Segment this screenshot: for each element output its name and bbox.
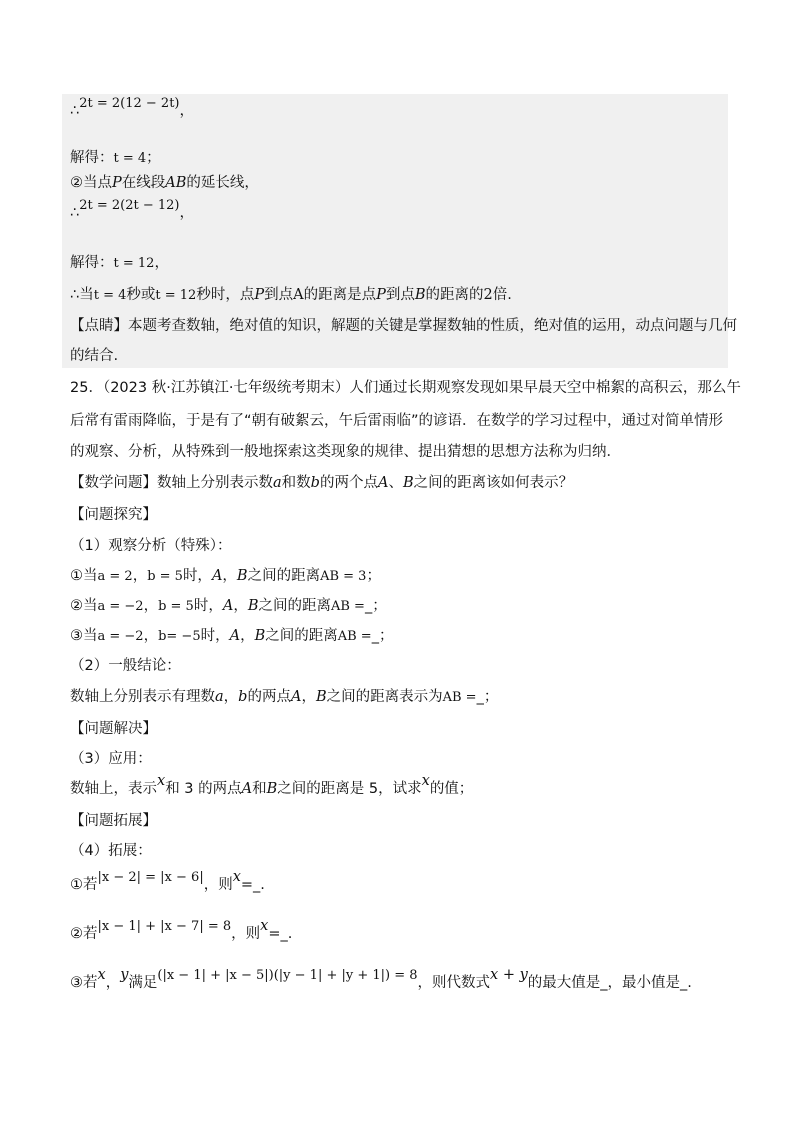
punct: 、 — [388, 475, 403, 491]
application — [70, 773, 474, 800]
text: 的距离的 — [425, 287, 484, 303]
punct: ， — [240, 628, 255, 644]
solution-line-5 — [70, 252, 169, 275]
equation: t = 4 — [93, 288, 127, 303]
var: B — [247, 598, 259, 614]
equation: a = −2 — [97, 599, 144, 614]
var: B — [254, 628, 266, 644]
solution-line-3 — [70, 172, 259, 194]
text: 数轴上分别表示有理数 — [70, 689, 215, 705]
text: 解得： — [70, 150, 114, 166]
equation: x + y — [490, 967, 528, 983]
equation: 2t = 2(2t − 12) — [79, 198, 180, 213]
var: A — [290, 689, 302, 705]
equation: t = 12 — [113, 256, 155, 271]
therefore-symbol: ∴ — [70, 205, 80, 221]
text: 数轴上，表示 — [70, 781, 157, 797]
var: A — [222, 598, 234, 614]
text: ②当点 — [70, 175, 112, 191]
text: 在线段 — [121, 175, 166, 191]
punct: ， — [179, 103, 194, 119]
section-solve: 【问题解决】 — [70, 721, 157, 737]
solution-comment: 【点睛】本题考查数轴，绝对值的知识，解题的关键是掌握数轴的性质，绝对值的运用，动点问题与几何 — [70, 318, 737, 334]
var: B — [402, 475, 414, 491]
text: 时， — [193, 598, 223, 614]
text: ，则 — [203, 877, 233, 893]
text: 到点 — [385, 287, 415, 303]
equation: AB = — [442, 690, 477, 705]
sub-question-4: （4）拓展： — [70, 843, 152, 859]
var: P — [254, 287, 265, 303]
solution-line-2 — [70, 147, 161, 170]
var: A — [293, 287, 304, 303]
punct: ， — [233, 598, 248, 614]
blank: _； — [364, 598, 387, 614]
text: ③若 — [70, 975, 98, 991]
text: 之间的距离该如何表示？ — [413, 475, 574, 491]
text: ①若 — [70, 877, 98, 893]
text: 的延长线， — [186, 175, 259, 191]
text: 之间的距离 — [265, 628, 338, 644]
math-question — [70, 472, 573, 494]
var: x — [260, 918, 269, 934]
sub-question-2: （2）一般结论： — [70, 658, 181, 674]
punct: ， — [223, 689, 239, 705]
equation: (|x − 1| + |x − 5|)(|y − 1| + |y + 1|) = 8 — [157, 968, 418, 983]
text: ②若 — [70, 926, 98, 942]
sub-question-1: （1）观察分析（特殊）： — [70, 538, 232, 554]
var: a — [273, 475, 282, 491]
text: 秒或 — [126, 287, 156, 303]
text: ，则 — [231, 926, 261, 942]
general-conclusion — [70, 686, 498, 709]
text: 和 3 的两点 — [165, 781, 242, 797]
var: AB — [165, 175, 187, 191]
var: B — [266, 781, 278, 797]
punct: ； — [366, 568, 381, 584]
text: 时， — [200, 628, 230, 644]
punct: ， — [301, 689, 316, 705]
problem-intro-1: 25．（2023 秋·江苏镇江·七年级统考期末）人们通过长期观察发现如果早晨天空中棉絮的高积云，那么午 — [70, 380, 741, 396]
var: B — [414, 287, 426, 303]
var: x — [157, 773, 166, 789]
var: b — [310, 475, 320, 491]
equation: 2t = 2(12 − 2t) — [79, 96, 180, 111]
equation: a = 2 — [97, 569, 133, 584]
equation: AB = — [337, 629, 372, 644]
equation: b = 5 — [147, 569, 183, 584]
text: 和 — [252, 781, 267, 797]
text: 的最大值是_，最小值是_. — [527, 975, 692, 991]
text: 【数学问题】数轴上分别表示数 — [70, 475, 273, 491]
section-extend: 【问题拓展】 — [70, 813, 157, 829]
text: 倍. — [492, 287, 512, 303]
extension-3 — [70, 967, 692, 995]
var: B — [236, 568, 248, 584]
var: A — [377, 475, 389, 491]
case-3 — [70, 625, 393, 648]
text: ，则代数式 — [417, 975, 491, 991]
text: 之间的距离 — [247, 568, 321, 584]
var: a — [215, 689, 224, 705]
text: 秒时，点 — [196, 287, 255, 303]
var: b — [238, 689, 248, 705]
text: 满足 — [128, 975, 158, 991]
extension-1 — [70, 869, 265, 897]
solution-line-1 — [70, 96, 194, 123]
equation: |x − 1| + |x − 7| = 8 — [97, 919, 232, 934]
punct: ， — [143, 628, 159, 644]
equation: b = 5 — [158, 599, 194, 614]
punct: ， — [154, 255, 169, 271]
number: 2 — [483, 287, 493, 303]
text: 到点 — [264, 287, 294, 303]
solution-line-4 — [70, 198, 194, 225]
text: ①当 — [70, 568, 98, 584]
punct: ， — [105, 975, 121, 991]
sub-question-3: （3）应用： — [70, 751, 152, 767]
var: A — [211, 568, 223, 584]
equation: AB = — [330, 599, 365, 614]
text: 的距离是点 — [303, 287, 377, 303]
var: x — [97, 967, 106, 983]
therefore-symbol: ∴ — [70, 103, 80, 119]
punct: ， — [179, 205, 194, 221]
equation: AB = 3 — [320, 569, 367, 584]
problem-intro-3: 的观察、分析，从特殊到一般地探索这类现象的规律、提出猜想的思想方法称为归纳． — [70, 444, 621, 460]
text: ③当 — [70, 628, 98, 644]
var: x — [232, 869, 241, 885]
var: A — [241, 781, 253, 797]
blank: =_. — [268, 926, 293, 942]
equation: b= −5 — [158, 629, 201, 644]
text: ∴当 — [70, 287, 94, 303]
punct: ， — [132, 568, 148, 584]
equation: t = 4 — [113, 151, 147, 166]
blank: =_. — [240, 877, 265, 893]
var: x — [421, 773, 430, 789]
text: 的两点 — [247, 689, 291, 705]
extension-2 — [70, 918, 293, 946]
var: y — [120, 967, 129, 983]
blank: _； — [371, 628, 394, 644]
text: 解得： — [70, 255, 114, 271]
equation: |x − 2| = |x − 6| — [97, 870, 204, 885]
text: ②当 — [70, 598, 98, 614]
text: 之间的距离 — [258, 598, 331, 614]
text: 之间的距离表示为 — [326, 689, 443, 705]
text: 和数 — [281, 475, 311, 491]
var: P — [376, 287, 386, 303]
var: B — [315, 689, 327, 705]
problem-intro-2: 后常有雷雨降临，于是有了“朝有破絮云，午后雷雨临”的谚语．在数学的学习过程中，通过对简单情形 — [70, 413, 724, 429]
text: 的两个点 — [319, 475, 378, 491]
text: 之间的距离是 5，试求 — [277, 781, 422, 797]
text: 的值； — [429, 781, 474, 797]
punct: ， — [222, 568, 237, 584]
section-explore: 【问题探究】 — [70, 507, 157, 523]
blank: _； — [476, 689, 499, 705]
var: P — [112, 175, 122, 191]
punct: ； — [146, 150, 161, 166]
var: A — [229, 628, 241, 644]
case-2 — [70, 595, 387, 618]
solution-comment-end: 的结合. — [70, 348, 119, 364]
punct: ， — [143, 598, 159, 614]
case-1 — [70, 565, 381, 588]
text: 时， — [182, 568, 212, 584]
solution-line-6 — [70, 284, 512, 307]
equation: a = −2 — [97, 629, 144, 644]
equation: t = 12 — [155, 288, 197, 303]
